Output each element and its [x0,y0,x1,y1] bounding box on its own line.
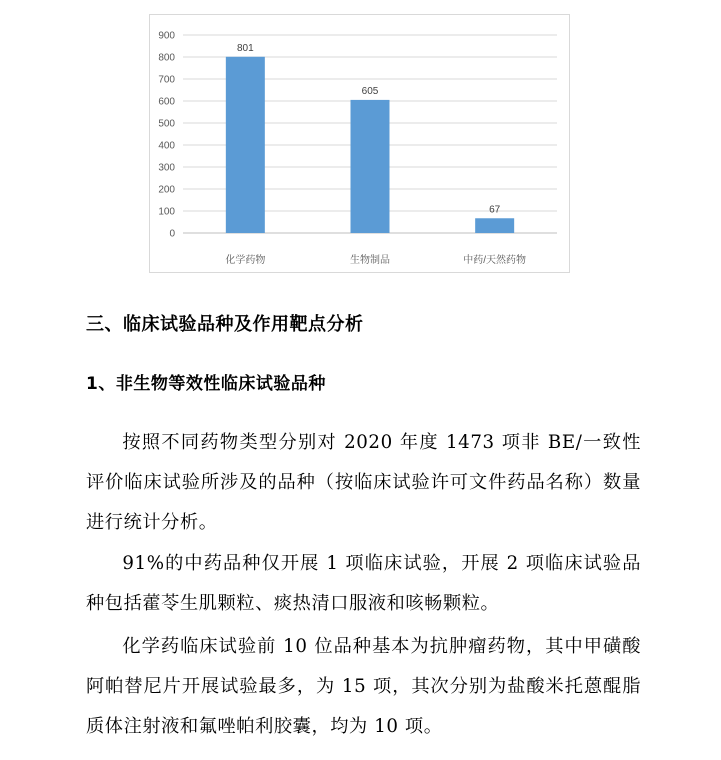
paragraph-3: 化学药临床试验前 10 位品种基本为抗肿瘤药物，其中甲磺酸阿帕替尼片开展试验最多，为 15 项，其次分别为盐酸米托蒽醌脂质体注射液和氟唑帕利胶囊，均为 10 项。 [86,636,641,737]
x-tick-label: 化学药物 [225,255,266,266]
y-tick-label: 500 [158,118,175,130]
bar [351,100,390,233]
section-heading: 三、临床试验品种及作用靶点分析 [86,314,364,335]
y-tick-label: 800 [158,52,175,64]
data-label: 67 [489,204,501,216]
y-tick-label: 400 [158,140,175,152]
bar [226,57,265,233]
data-label: 605 [361,85,379,97]
chart-canvas [150,15,571,274]
y-tick-label: 900 [158,30,175,42]
paragraph-2: 91%的中药品种仅开展 1 项临床试验，开展 2 项临床试验品种包括藿苓生肌颗粒、痰热清口服液和咳畅颗粒。 [86,553,641,614]
subsection-heading: 1、非生物等效性临床试验品种 [86,374,326,394]
x-tick-label: 中药/天然药物 [463,255,527,266]
y-tick-label: 0 [169,228,175,240]
y-tick-label: 200 [158,184,175,196]
y-tick-label: 600 [158,96,175,108]
paragraph-1: 按照不同药物类型分别对 2020 年度 1473 项非 BE/一致性评价临床试验所涉及的品种（按临床试验许可文件药品名称）数量进行统计分析。 [86,432,641,533]
bar-chart [149,14,570,273]
x-tick-label: 生物制品 [350,255,390,266]
y-tick-label: 700 [158,74,175,86]
bar [475,218,514,233]
y-tick-label: 300 [158,162,175,174]
data-label: 801 [236,42,254,54]
y-tick-label: 100 [158,206,175,218]
